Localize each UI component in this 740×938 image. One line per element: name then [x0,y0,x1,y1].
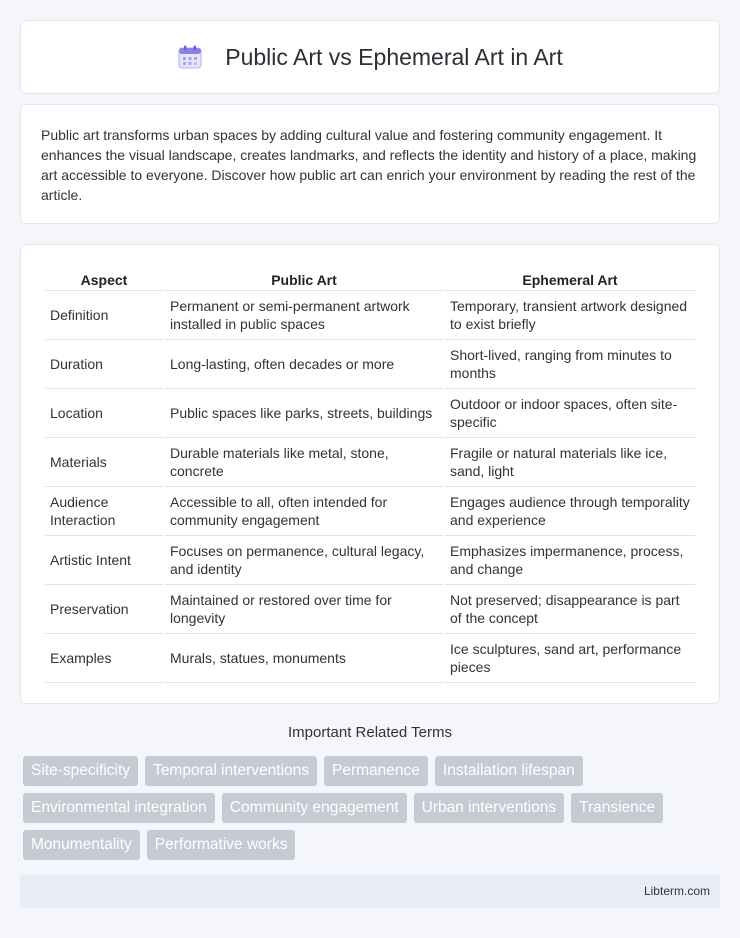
related-term-tag[interactable]: Environmental integration [23,793,215,823]
related-term-tag[interactable]: Site-specificity [23,756,138,786]
cell-ephemeral-art: Not preserved; disappearance is part of the concept [445,585,695,634]
cell-ephemeral-art: Temporary, transient artwork designed to exist briefly [445,291,695,340]
calendar-icon [177,44,203,70]
cell-ephemeral-art: Emphasizes impermanence, process, and change [445,536,695,585]
table-row [45,585,695,634]
column-header-aspect: Aspect [45,265,163,291]
related-term-tag[interactable]: Urban interventions [414,793,564,823]
table-row [45,291,695,340]
table-header-row [45,265,695,291]
cell-aspect: Artistic Intent [45,536,163,585]
cell-aspect: Materials [45,438,163,487]
cell-public-art: Public spaces like parks, streets, buildings [165,389,443,438]
cell-aspect: Preservation [45,585,163,634]
table-row [45,438,695,487]
related-terms-title: Important Related Terms [288,724,452,741]
table-row [45,634,695,683]
footer [20,874,720,908]
table-row [45,389,695,438]
related-term-tag[interactable]: Transience [571,793,663,823]
related-term-tag[interactable]: Performative works [147,830,296,860]
comparison-table [43,265,697,683]
cell-ephemeral-art: Ice sculptures, sand art, performance pieces [445,634,695,683]
cell-public-art: Long-lasting, often decades or more [165,340,443,389]
cell-aspect: Location [45,389,163,438]
footer-site-link[interactable]: Libterm.com [643,884,710,898]
table-row [45,536,695,585]
related-term-tag[interactable]: Monumentality [23,830,140,860]
cell-aspect: Examples [45,634,163,683]
intro-card [20,104,720,224]
cell-ephemeral-art: Short-lived, ranging from minutes to months [445,340,695,389]
header-card [20,20,720,94]
table-row [45,487,695,536]
cell-ephemeral-art: Fragile or natural materials like ice, sand, light [445,438,695,487]
related-term-tag[interactable]: Community engagement [222,793,407,823]
cell-public-art: Maintained or restored over time for longevity [165,585,443,634]
related-term-tag[interactable]: Temporal interventions [145,756,317,786]
table-row [45,340,695,389]
related-term-tag[interactable]: Installation lifespan [435,756,583,786]
cell-public-art: Focuses on permanence, cultural legacy, and identity [165,536,443,585]
cell-public-art: Murals, statues, monuments [165,634,443,683]
cell-public-art: Durable materials like metal, stone, concrete [165,438,443,487]
cell-aspect: Audience Interaction [45,487,163,536]
page-title: Public Art vs Ephemeral Art in Art [225,43,563,70]
cell-ephemeral-art: Engages audience through temporality and experience [445,487,695,536]
intro-text: Public art transforms urban spaces by adding cultural value and fostering community engagement. It enhances the visual landscape, creates landmarks, and reflects the identity and history of a place, making art accessible to everyone. Discover how public art can enrich your environment by reading the rest of the article. [41,127,697,203]
cell-public-art: Accessible to all, often intended for community engagement [165,487,443,536]
related-term-tag[interactable]: Permanence [324,756,428,786]
comparison-table-card [20,244,720,704]
column-header-ephemeral-art: Ephemeral Art [445,265,695,291]
cell-aspect: Definition [45,291,163,340]
cell-public-art: Permanent or semi-permanent artwork installed in public spaces [165,291,443,340]
column-header-public-art: Public Art [165,265,443,291]
cell-aspect: Duration [45,340,163,389]
related-terms-list [23,756,723,860]
cell-ephemeral-art: Outdoor or indoor spaces, often site-specific [445,389,695,438]
